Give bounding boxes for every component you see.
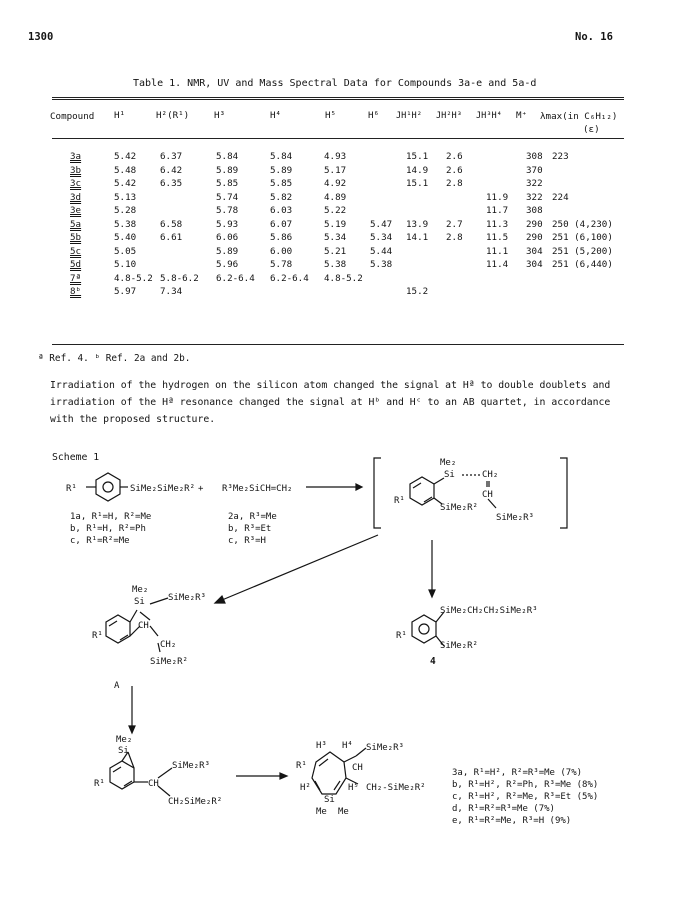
value-cell: 11.1 [486,245,509,257]
sc-ch: CH [352,763,363,773]
value-cell: 14.1 [406,232,429,244]
list1-b: b, R¹=H, R²=Ph [70,524,146,534]
sc-h2: H² [300,783,311,793]
compound-4-label: 4 [430,656,436,667]
value-cell: 6.2-6.4 [216,272,255,284]
value-cell: 5.05 [114,245,137,257]
A-sime2r2: SiMe₂R² [150,657,188,667]
ring-bottom-left [110,761,134,789]
compound-cell: 5c [70,245,82,257]
value-cell: 5.86 [270,232,293,244]
body-text-line-2: irradiation of the Hª resonance changed the signal at Hᵇ and Hᶜ to an AB quartet, in accordance [50,397,611,408]
int-me2: Me₂ [440,458,457,468]
A-ch: CH [138,621,149,631]
product-3c: c, R¹=H², R²=Me, R³=Et (5%) [452,792,599,802]
bracket-left [374,458,381,528]
int-r1: R¹ [394,496,405,506]
bl-me2: Me₂ [116,735,133,745]
value-cell: 4.8-5.2 [324,272,363,284]
product-3d: d, R¹=R²=R³=Me (7%) [452,804,555,814]
value-cell: 5.84 [216,151,239,163]
compound-cell: 3c [70,178,82,190]
sc-ch2-sime2r2: CH₂-SiMe₂R² [366,783,426,793]
value-cell: 304 [526,259,543,271]
plus-sign: + [198,484,204,494]
value-cell: 5.28 [114,205,137,217]
A-me2: Me₂ [132,585,149,595]
value-cell: 6.35 [160,178,183,190]
value-cell: 5.96 [216,259,239,271]
value-cell: 5.93 [216,218,239,230]
value-cell: 6.07 [270,218,293,230]
value-cell: 322 [526,178,543,190]
compound-cell: 3a [70,151,82,163]
list1-a: 1a, R¹=H, R²=Me [70,512,152,522]
A-r1: R¹ [92,631,103,641]
compound-A-label: A [114,681,120,691]
sc-h4: H⁴ [342,741,353,751]
compound-cell: 8ᵇ [70,286,82,298]
value-cell: 13.9 [406,218,429,230]
bracket-right [560,458,567,528]
value-cell: 5.40 [114,232,137,244]
value-cell: 6.61 [160,232,183,244]
value-cell: 4.92 [324,178,347,190]
compound-cell: 3b [70,164,82,176]
value-cell: 5.38 [114,218,137,230]
product-3e: e, R¹=R²=Me, R³=H (9%) [452,816,572,826]
int-ch2: CH₂ [482,470,499,480]
column-header-j12: JH¹H² [396,111,422,121]
A-sime2r3: SiMe₂R³ [168,593,206,603]
sc-r1: R¹ [296,761,307,771]
value-cell: 5.17 [324,164,347,176]
value-cell: 6.03 [270,205,293,217]
sc-me-1: Me [316,807,327,817]
value-cell: 6.06 [216,232,239,244]
column-header-uv: λmax(in C₆H₁₂) [540,111,618,122]
silacycle-ring [312,752,346,794]
column-header-j23: JH²H³ [436,111,462,121]
value-cell: 5.13 [114,191,137,203]
value-cell: 11.7 [486,205,509,217]
value-cell: 370 [526,164,543,176]
bl-r1: R¹ [94,779,105,789]
value-cell: 251 (6,440) [552,259,613,271]
value-cell: 5.74 [216,191,239,203]
value-cell: 5.84 [270,151,293,163]
value-cell: 6.00 [270,245,293,257]
reagent-1-silyl: SiMe₂SiMe₂R² [130,484,196,494]
ring-A [106,615,130,643]
int-ch: CH [482,490,493,500]
bl-ch: CH [148,779,159,789]
value-cell: 5.97 [114,286,137,298]
intermediate-ring [410,477,434,505]
value-cell: 251 (5,200) [552,245,613,257]
value-cell: 2.8 [446,178,463,190]
value-cell: 2.6 [446,164,463,176]
int-sime2r2: SiMe₂R² [440,503,478,513]
compound-cell: 7ª [70,272,82,284]
benzene-ring-reagent [96,473,120,501]
value-cell: 2.6 [446,151,463,163]
value-cell: 5.85 [270,178,293,190]
value-cell: 5.38 [324,259,347,271]
value-cell: 5.89 [216,164,239,176]
r1-label-reagent: R¹ [66,484,77,494]
value-cell: 4.8-5.2 [114,272,153,284]
value-cell: 4.89 [324,191,347,203]
ring-4 [412,615,436,643]
value-cell: 250 (4,230) [552,218,613,230]
value-cell: 2.7 [446,218,463,230]
bl-sime2r3: SiMe₂R³ [172,761,210,771]
int-si: Si [444,470,455,480]
value-cell: 308 [526,151,543,163]
A-ch2: CH₂ [160,640,177,650]
value-cell: 5.22 [324,205,347,217]
value-cell: 4.93 [324,151,347,163]
column-header-h2: H²(R¹) [156,110,190,121]
page-number: 1300 [28,31,54,43]
sc-h3: H³ [316,741,327,751]
value-cell: 14.9 [406,164,429,176]
column-header-h3: H³ [214,110,226,121]
scheme-label: Scheme 1 [52,452,100,463]
value-cell: 5.42 [114,151,137,163]
column-header-j34: JH³H⁴ [476,111,502,121]
compound-cell: 5d [70,259,82,271]
value-cell: 223 [552,151,569,163]
value-cell: 304 [526,245,543,257]
value-cell: 290 [526,218,543,230]
value-cell: 5.89 [270,164,293,176]
list1-c: c, R¹=R²=Me [70,536,130,546]
value-cell: 5.82 [270,191,293,203]
compound-cell: 3e [70,205,82,217]
bl-ch2sime2r2: CH₂SiMe₂R² [168,797,223,807]
issue-number: No. 16 [575,31,613,43]
list2-c: c, R³=H [228,536,266,546]
compound-cell: 5b [70,232,82,244]
value-cell: 5.48 [114,164,137,176]
value-cell: 15.1 [406,178,429,190]
value-cell: 6.58 [160,218,183,230]
value-cell: 5.42 [114,178,137,190]
value-cell: 5.8-6.2 [160,272,199,284]
list2-b: b, R³=Et [228,524,272,534]
value-cell: 5.44 [370,245,393,257]
compound-cell: 5a [70,218,82,230]
value-cell: 11.5 [486,232,509,244]
bl-si: Si [118,746,129,756]
value-cell: 11.4 [486,259,509,271]
column-header-h5: H⁵ [325,110,337,121]
compound-cell: 3d [70,191,82,203]
body-text-line-3: with the proposed structure. [50,414,216,425]
product-3a: 3a, R¹=H², R²=R³=Me (7%) [452,768,583,778]
column-header-compound: Compound [50,111,95,122]
sc-sime2r3: SiMe₂R³ [366,743,404,753]
value-cell: 5.78 [270,259,293,271]
value-cell: 5.34 [324,232,347,244]
column-header-epsilon: (ε) [583,124,600,135]
sc-me-2: Me [338,807,349,817]
value-cell: 2.8 [446,232,463,244]
sc-si: Si [324,795,335,805]
list2-a: 2a, R³=Me [228,512,277,522]
value-cell: 251 (6,100) [552,232,613,244]
body-text-line-1: Irradiation of the hydrogen on the silicon atom changed the signal at Hª to double doublets and [50,380,611,391]
value-cell: 6.42 [160,164,183,176]
value-cell: 15.2 [406,286,429,298]
p4-r1: R¹ [396,631,407,641]
int-sime2r3: SiMe₂R³ [496,513,534,523]
value-cell: 6.37 [160,151,183,163]
sc-h5: H⁵ [348,783,359,793]
value-cell: 5.10 [114,259,137,271]
p4-chain: SiMe₂CH₂CH₂SiMe₂R³ [440,606,538,616]
value-cell: 5.34 [370,232,393,244]
value-cell: 11.9 [486,191,509,203]
value-cell: 308 [526,205,543,217]
value-cell: 5.21 [324,245,347,257]
value-cell: 7.34 [160,286,183,298]
value-cell: 5.47 [370,218,393,230]
value-cell: 15.1 [406,151,429,163]
value-cell: 11.3 [486,218,509,230]
column-header-h4: H⁴ [270,110,282,121]
column-header-h1: H¹ [114,110,126,121]
table-caption: Table 1. NMR, UV and Mass Spectral Data for Compounds 3a-e and 5a-d [133,78,537,89]
value-cell: 5.85 [216,178,239,190]
value-cell: 6.2-6.4 [270,272,309,284]
column-header-mass: M⁺ [516,110,528,121]
A-si: Si [134,597,145,607]
value-cell: 290 [526,232,543,244]
p4-sime2r2: SiMe₂R² [440,641,478,651]
reagent-2: R³Me₂SiCH=CH₂ [222,484,293,494]
value-cell: 5.89 [216,245,239,257]
value-cell: 224 [552,191,569,203]
product-3b: b, R¹=H², R²=Ph, R³=Me (8%) [452,780,599,790]
value-cell: 5.19 [324,218,347,230]
column-header-h6: H⁶ [368,110,380,121]
value-cell: 322 [526,191,543,203]
value-cell: 5.38 [370,259,393,271]
value-cell: 5.78 [216,205,239,217]
table-footnote: ª Ref. 4. ᵇ Ref. 2a and 2b. [38,353,191,364]
